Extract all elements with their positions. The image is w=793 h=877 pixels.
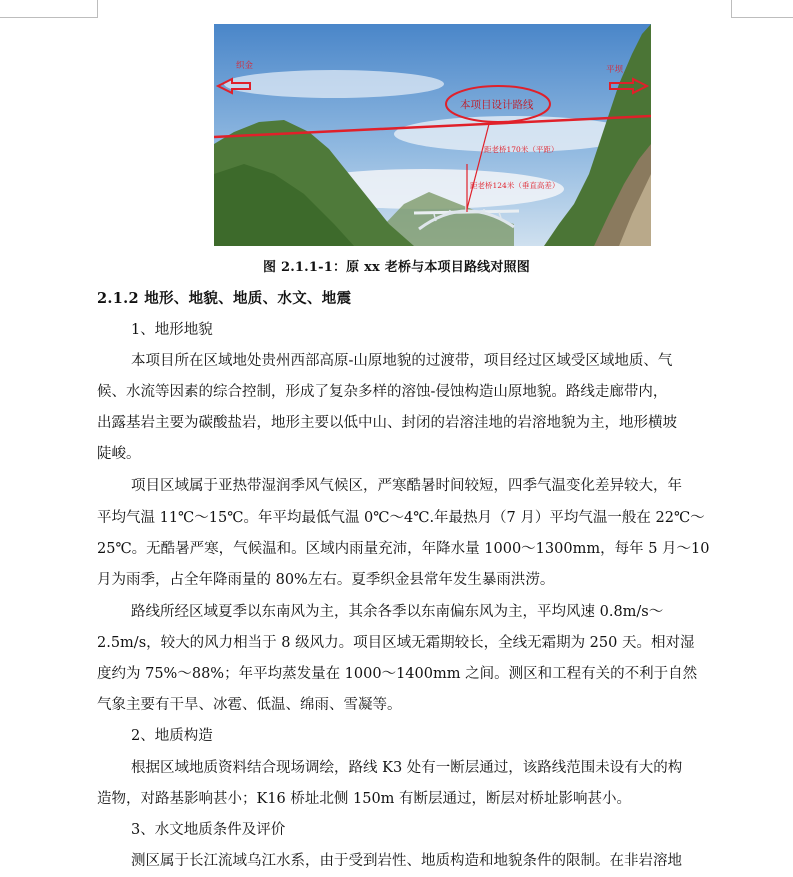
- bridge-photo: [214, 24, 651, 246]
- paragraph-line: 25℃。无酷暑严寒，气候温和。区域内雨量充沛，年降水量 1000～1300mm，每年 5 月～10: [97, 541, 710, 557]
- section-heading: 2.1.2 地形、地貌、地质、水文、地震: [97, 290, 352, 307]
- paragraph-line: 路线所经区域夏季以东南风为主，其余各季以东南偏东风为主，平均风速 0.8m/s～: [131, 604, 664, 620]
- figure-caption: 图 2.1.1-1：原 xx 老桥与本项目路线对照图: [263, 260, 530, 275]
- label-left: 织金: [236, 61, 254, 71]
- paragraph-line: 气象主要有干旱、冰雹、低温、绵雨、雪凝等。: [97, 697, 402, 713]
- crop-mark-left-vertical: [97, 0, 98, 18]
- crop-mark-right-vertical: [731, 0, 732, 18]
- paragraph-line: 造物，对路基影响甚小；K16 桥址北侧 150m 有断层通过，断层对桥址影响甚小。: [97, 791, 632, 807]
- paragraph-line: 平均气温 11℃～15℃。年平均最低气温 0℃～4℃.年最热月（7 月）平均气温一般在 22℃～: [97, 510, 705, 526]
- paragraph-line: 测区属于长江流域乌江水系，由于受到岩性、地质构造和地貌条件的限制。在非岩溶地: [131, 853, 682, 869]
- paragraph-line: 根据区域地质资料结合现场调绘，路线 K3 处有一断层通过，该路线范围未设有大的构: [131, 760, 683, 776]
- paragraph-line: 度约为 75%～88%；年平均蒸发量在 1000～1400mm 之间。测区和工程有关的不利于自然: [97, 666, 698, 682]
- distance-label-1: 距老桥170米（平距）: [484, 145, 559, 154]
- paragraph-line: 项目区域属于亚热带湿润季风气候区，严寒酷暑时间较短，四季气温变化差异较大，年: [131, 478, 682, 494]
- distance-label-2: 距老桥124米（垂直高差）: [470, 181, 560, 190]
- subsection-title-terrain: 1、地形地貌: [131, 322, 213, 338]
- subsection-title-hydrogeology: 3、水文地质条件及评价: [131, 822, 286, 838]
- paragraph-line: 出露基岩主要为碳酸盐岩，地形主要以低中山、封闭的岩溶洼地的岩溶地貌为主，地形横坡: [97, 415, 677, 431]
- paragraph-line: 月为雨季，占全年降雨量的 80%左右。夏季织金县常年发生暴雨洪涝。: [97, 572, 555, 588]
- callout-label: 本项目设计路线: [460, 99, 534, 111]
- label-right: 平坝: [606, 65, 624, 75]
- subsection-title-geology: 2、地质构造: [131, 728, 213, 744]
- paragraph-line: 2.5m/s，较大的风力相当于 8 级风力。项目区域无霜期较长，全线无霜期为 250 天。相对湿: [97, 635, 695, 651]
- paragraph-line: 候、水流等因素的综合控制，形成了复杂多样的溶蚀-侵蚀构造山原地貌。路线走廊带内，: [97, 384, 668, 400]
- paragraph-line: 陡峻。: [97, 446, 141, 462]
- paragraph-line: 本项目所在区域地处贵州西部高原-山原地貌的过渡带，项目经过区域受区域地质、气: [131, 353, 673, 369]
- crop-mark-right-horizontal: [731, 17, 793, 18]
- crop-mark-left-horizontal: [0, 17, 97, 18]
